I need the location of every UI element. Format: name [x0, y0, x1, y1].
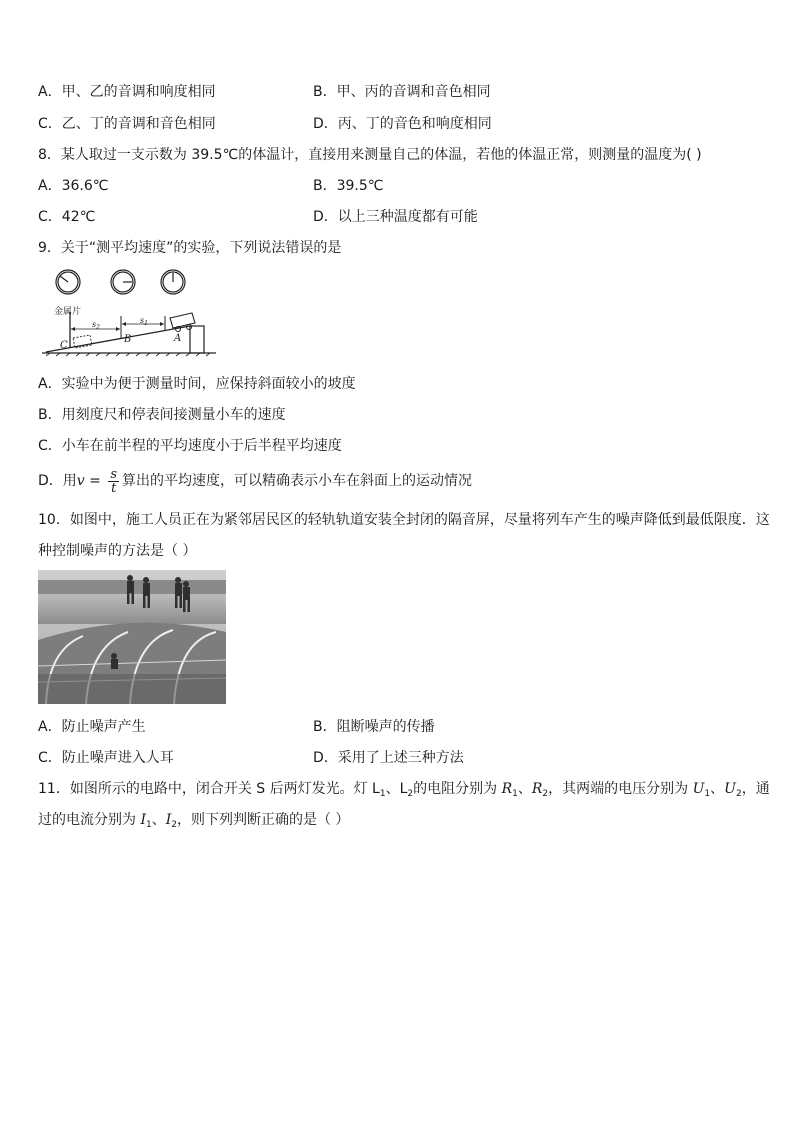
q10-option-d[interactable]: D．采用了上述三种方法 [313, 750, 464, 766]
q11-stem-line2: 过的电流分别为 $I_1$、$I_2$，则下列判断正确的是（ ） [38, 812, 350, 830]
q8-option-a[interactable]: A．36.6℃ [38, 178, 109, 194]
q10-option-c[interactable]: C．防止噪声进入人耳 [38, 750, 174, 766]
stopwatch-icon [56, 270, 80, 294]
q7-option-b[interactable]: B．甲、丙的音调和音色相同 [313, 84, 491, 100]
point-a-label: A [174, 333, 182, 344]
q9-option-b[interactable]: B．用刻度尺和停表间接测量小车的速度 [38, 407, 286, 423]
noise-barrier-photo [38, 570, 226, 704]
q7-option-c[interactable]: C．乙、丁的音调和音色相同 [38, 116, 216, 132]
point-c-label: C [60, 340, 68, 351]
s1-label: $s_1$ [140, 316, 148, 327]
q10-stem-line2: 种控制噪声的方法是（ ） [38, 543, 197, 559]
stopwatch-icon [111, 270, 135, 294]
point-b-label: B [124, 334, 132, 345]
q8-option-b[interactable]: B．39.5℃ [313, 178, 384, 194]
q8-stem: 8．某人取过一支示数为 39.5℃的体温计，直接用来测量自己的体温，若他的体温正常，则测量的温度为( ) [38, 147, 702, 163]
q11-stem-line1: 11．如图所示的电路中，闭合开关 S 后两灯发光。灯 $L_1$、$L_2$的电阻分别为 $R_1$、$R_2$，其两端的电压分别为 $U_1$、$U_2$，通 [38, 781, 770, 799]
q9-option-d[interactable]: D．用v = $\frac{s}{t}$ 算出的平均速度，可以精确表示小车在斜面上的运动情况 [38, 466, 473, 496]
q8-option-d[interactable]: D．以上三种温度都有可能 [313, 209, 478, 225]
metal-plate-label: 金属片 [54, 307, 82, 317]
q8-option-c[interactable]: C．42℃ [38, 209, 96, 225]
q9-option-a[interactable]: A．实验中为便于测量时间，应保持斜面较小的坡度 [38, 376, 356, 392]
q10-stem-line1: 10．如图中，施工人员正在为紧邻居民区的轻轨轨道安装全封闭的隔音屏，尽量将列车产生的噪声降低到最低限度．这 [38, 512, 770, 528]
stopwatch-icon [161, 270, 185, 294]
incline-figure [40, 266, 218, 358]
s2-label: $s_2$ [92, 320, 100, 331]
q9-option-c[interactable]: C．小车在前半程的平均速度小于后半程平均速度 [38, 438, 342, 454]
q9-stem: 9．关于“测平均速度”的实验，下列说法错误的是 [38, 240, 342, 256]
q10-option-a[interactable]: A．防止噪声产生 [38, 719, 146, 735]
q10-option-b[interactable]: B．阻断噪声的传播 [313, 719, 435, 735]
fraction-s-over-t: $\frac{s}{t}$ [110, 466, 118, 496]
q7-option-a[interactable]: A．甲、乙的音调和响度相同 [38, 84, 216, 100]
q7-option-d[interactable]: D．丙、丁的音色和响度相同 [313, 116, 492, 132]
